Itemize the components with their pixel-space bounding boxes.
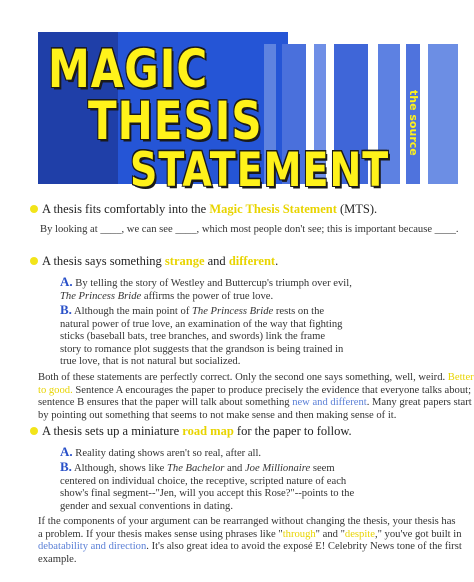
bullet-icon [30, 257, 38, 265]
item-text: gender and sexual conventions in dating. [60, 500, 233, 512]
item-title: Joe Millionaire [244, 463, 311, 474]
section3-suffix: for the paper to follow. [233, 424, 352, 438]
section1-heading [30, 202, 377, 217]
section3-paragraph [38, 516, 462, 566]
para-highlight: despite [344, 528, 375, 540]
item-text: natural power of true love, an examination of the way that fighting [60, 318, 343, 330]
item-text: true love, that is not natural but socialized. [60, 356, 241, 368]
para-text: Both of these statements are perfectly correct. Only the second one says something, well, weird. [38, 372, 448, 383]
section3-prefix: A thesis sets up a miniature [42, 424, 183, 438]
para-highlight: Better [447, 372, 474, 383]
item-letter: A. [60, 274, 73, 289]
item-text: affirms the power of true love. [141, 290, 274, 302]
item-title: The Princess Bride [192, 306, 274, 317]
para-highlight: debatability and direction [38, 541, 147, 553]
section2-heading [30, 254, 278, 269]
bullet-icon [30, 427, 38, 435]
item-text: sticks (baseball bats, tree branches, and swords) link the frame [60, 331, 326, 343]
section2-highlight-a: strange [164, 254, 205, 268]
para-highlight: through [282, 528, 316, 540]
title-banner [38, 32, 458, 197]
section2-item-a [60, 276, 450, 303]
item-text: Although, shows like [74, 463, 167, 474]
item-text: seem [310, 463, 335, 474]
item-text: Although the main point of [74, 306, 192, 317]
section1-template: By looking at ____, we can see ____, which most people don't see; this is important because ____. [40, 224, 459, 235]
para-text: Sentence A encourages the paper to produce precisely the evidence that everyone talks about; [72, 384, 472, 396]
para-highlight: new and different [292, 397, 367, 409]
section3-heading [30, 424, 352, 439]
para-text: sentence B ensures that the paper will talk about something [38, 397, 293, 409]
section3-highlight: road map [182, 424, 234, 438]
bullet-icon [30, 205, 38, 213]
item-title: The Princess Bride [60, 290, 142, 302]
section1-suffix: (MTS). [336, 202, 378, 216]
para-text: by pointing out something that seems to not make sense and then making sense of it. [38, 409, 397, 421]
title-word-thesis: THESIS [88, 90, 263, 152]
title-word-magic: MAGIC [48, 38, 209, 100]
para-text: ," you've got built in [374, 528, 462, 540]
section1-highlight: Magic Thesis Statement [209, 202, 337, 216]
item-text: story to romance plot suggests that the grandson is being trained in [60, 343, 344, 355]
banner-stripe [428, 44, 458, 184]
item-text: Reality dating shows aren't so real, after all. [75, 448, 262, 459]
para-highlight: to good. [38, 384, 73, 396]
side-tag: the source [407, 90, 420, 156]
item-text: and [224, 463, 245, 474]
item-text: rests on the [273, 306, 325, 317]
item-text: By telling the story of Westley and Buttercup's triumph over evil, [75, 278, 352, 289]
section3-item-a [60, 446, 450, 461]
item-letter: A. [60, 444, 73, 459]
section2-prefix: A thesis says something [42, 254, 165, 268]
section1-prefix: A thesis fits comfortably into the [42, 202, 210, 216]
para-text: . It's also great idea to avoid the exposé E! Celebrity News tone of the first [146, 541, 462, 553]
para-text: a problem. If your thesis makes sense using phrases like " [38, 528, 283, 540]
item-letter: B. [60, 459, 72, 474]
section2-paragraph [38, 372, 474, 422]
para-text: . Many great papers start [366, 397, 472, 409]
title-word-statement: STATEMENT [130, 142, 390, 197]
item-text: centered on individual choice, the receptive, scripted nature of each [60, 475, 347, 487]
item-title: The Bachelor [167, 463, 225, 474]
section2-highlight-b: different [228, 254, 276, 268]
section2-item-b [60, 304, 450, 369]
para-text: " and " [315, 528, 345, 540]
section2-end: . [275, 254, 279, 268]
para-text: example. [38, 553, 77, 565]
para-text: If the components of your argument can be rearranged without changing the thesis, your thesis has [38, 516, 456, 527]
section3-item-b [60, 461, 450, 513]
item-text: show's final segment--"Jen, will you accept this Rose?"--points to the [60, 488, 355, 500]
section2-mid: and [204, 254, 229, 268]
item-letter: B. [60, 302, 72, 317]
